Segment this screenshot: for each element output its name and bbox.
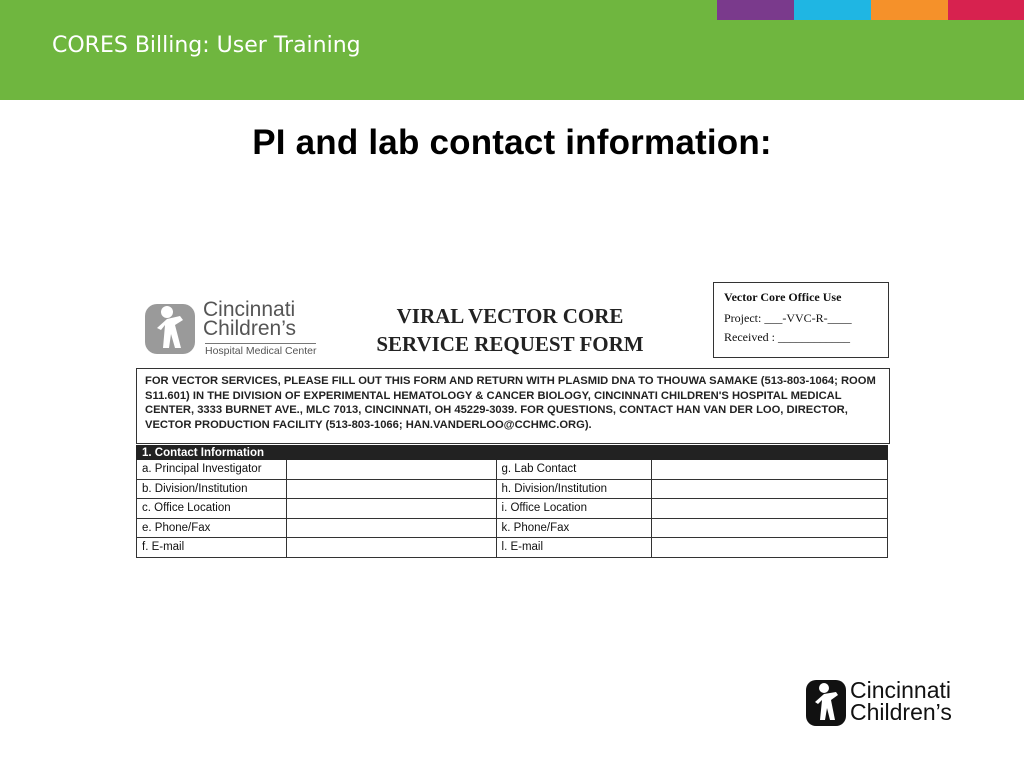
field-label: a. Principal Investigator (137, 460, 287, 480)
table-row (137, 479, 888, 499)
accent-stripe-purple (717, 0, 794, 20)
field-label: e. Phone/Fax (137, 518, 287, 538)
header-bar (0, 0, 1024, 100)
field-blank (286, 518, 496, 538)
field-label: l. E-mail (496, 538, 652, 558)
field-label: b. Division/Institution (137, 479, 287, 499)
contact-table-header: 1. Contact Information (137, 446, 888, 460)
field-blank (652, 499, 888, 519)
field-blank (286, 538, 496, 558)
form-instructions: FOR VECTOR SERVICES, PLEASE FILL OUT THIS FORM AND RETURN WITH PLASMID DNA TO THOUWA SAMAKE (513-803-1064; ROOM S11.601) IN THE DIVISION OF EXPERIMENTAL HEMATOLOGY & CANCER BIOLOGY, CINCINNATI CHILDREN'S HOSPITAL MEDICAL CENTER, 3333 BURNET AVE., MLC 7013, CINCINNATI, OH 45229-3039. FOR QUESTIONS, CONTACT HAN VAN DER LOO, DIRECTOR, VECTOR PRODUCTION FACILITY (513-803-1066; HAN.VANDERLOO@CCHMC.ORG). (136, 368, 890, 444)
field-label: f. E-mail (137, 538, 287, 558)
brand-name-line2: Children’s (850, 699, 952, 725)
form-title (345, 302, 675, 358)
field-label: g. Lab Contact (496, 460, 652, 480)
slide-title: PI and lab contact information: (252, 123, 772, 162)
table-row (137, 499, 888, 519)
field-blank (652, 479, 888, 499)
office-use-title: Vector Core Office Use (724, 290, 842, 304)
form-logo-subtitle: Hospital Medical Center (205, 345, 317, 357)
field-blank (652, 460, 888, 480)
contact-information-table (136, 445, 888, 558)
field-label: k. Phone/Fax (496, 518, 652, 538)
field-label: h. Division/Institution (496, 479, 652, 499)
field-label: c. Office Location (137, 499, 287, 519)
field-blank (286, 499, 496, 519)
brand-logo (805, 676, 995, 730)
form-logo (143, 298, 333, 362)
contact-table-header-row (137, 446, 888, 460)
office-use-box (713, 282, 889, 358)
accent-stripe-red (948, 0, 1024, 20)
form-title-line1: VIRAL VECTOR CORE (396, 304, 624, 328)
field-blank (286, 460, 496, 480)
field-blank (286, 479, 496, 499)
field-label: i. Office Location (496, 499, 652, 519)
table-row (137, 518, 888, 538)
form-logo-name-line1: Cincinnati (203, 298, 296, 321)
children-logo-icon (143, 298, 199, 358)
office-use-received: Received : ____________ (724, 330, 850, 344)
header-title: CORES Billing: User Training (52, 33, 361, 58)
brand-name-line1: Cincinnati (850, 677, 951, 703)
service-request-form-image (135, 282, 890, 564)
accent-stripe-cyan (794, 0, 871, 20)
table-row (137, 538, 888, 558)
form-title-line2: SERVICE REQUEST FORM (376, 332, 644, 356)
office-use-project: Project: ___-VVC-R-____ (724, 311, 852, 325)
table-row (137, 460, 888, 480)
accent-stripe-orange (871, 0, 948, 20)
field-blank (652, 518, 888, 538)
field-blank (652, 538, 888, 558)
children-figure-icon (805, 676, 849, 730)
form-logo-name-line2: Children’s (203, 317, 296, 340)
